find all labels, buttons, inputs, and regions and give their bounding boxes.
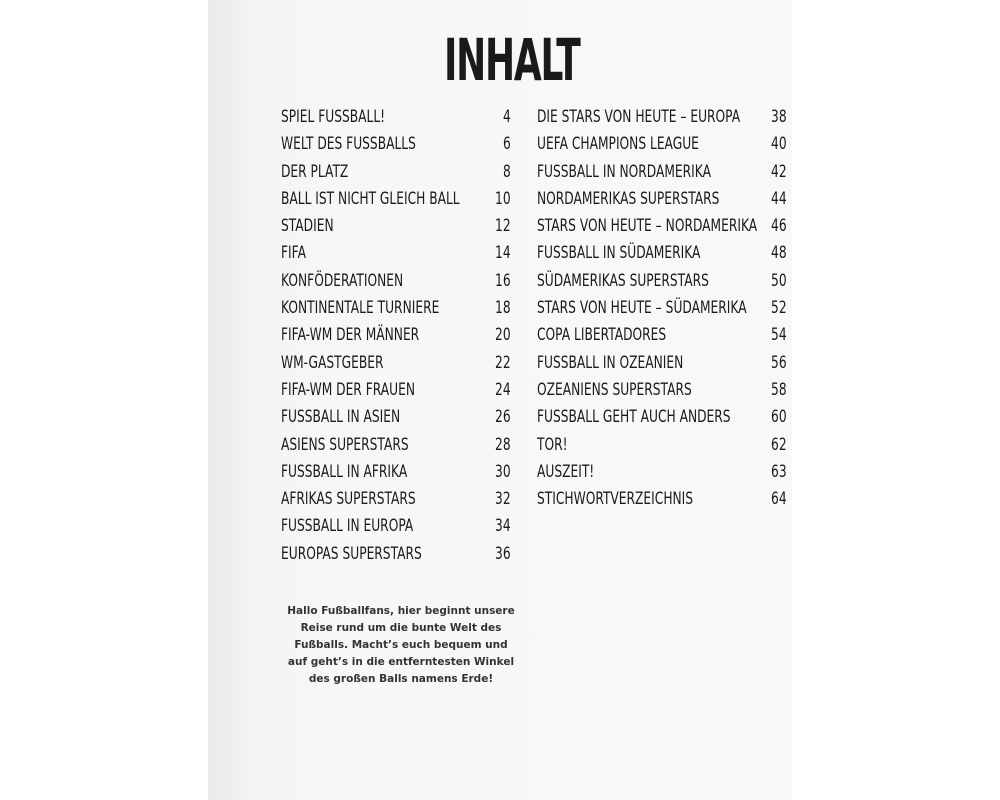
toc-entry (281, 268, 511, 295)
toc-entry-page-number: 16 (495, 270, 511, 291)
toc-entry-page-number: 8 (503, 161, 511, 182)
toc-entry-title: COPA LIBERTADORES (537, 325, 667, 346)
toc-entry (281, 104, 511, 131)
toc-entry (537, 486, 787, 513)
toc-entry (537, 350, 787, 377)
toc-entry (281, 295, 511, 322)
toc-entry (537, 404, 787, 431)
toc-entry (537, 104, 787, 131)
toc-entry (281, 513, 511, 540)
toc-entry-title: FIFA (281, 243, 306, 264)
toc-entry (281, 322, 511, 349)
toc-entry-page-number: 14 (495, 243, 511, 264)
toc-column-left (281, 104, 511, 568)
toc-entry-title: STADIEN (281, 216, 334, 237)
toc-entry-page-number: 10 (495, 188, 511, 209)
toc-entry-page-number: 62 (771, 434, 787, 455)
toc-entry-page-number: 58 (771, 379, 787, 400)
toc-entry-title: TOR! (537, 434, 568, 455)
toc-entry-title: ASIENS SUPERSTARS (281, 434, 409, 455)
toc-entry-title: SÜDAMERIKAS SUPERSTARS (537, 270, 709, 291)
toc-entry-page-number: 42 (771, 161, 787, 182)
toc-entry (281, 486, 511, 513)
toc-entry-page-number: 64 (771, 489, 787, 510)
toc-entry (281, 377, 511, 404)
toc-entry-page-number: 60 (771, 407, 787, 428)
toc-entry-page-number: 48 (771, 243, 787, 264)
toc-entry-page-number: 24 (495, 379, 511, 400)
toc-entry-title: WELT DES FUSSBALLS (281, 134, 416, 155)
toc-entry (537, 186, 787, 213)
toc-entry-page-number: 12 (495, 216, 511, 237)
toc-entry-page-number: 30 (495, 461, 511, 482)
toc-entry-title: FUSSBALL IN SÜDAMERIKA (537, 243, 701, 264)
toc-entry-title: FIFA-WM DER FRAUEN (281, 379, 415, 400)
toc-entry-title: KONFÖDERATIONEN (281, 270, 404, 291)
intro-text (286, 603, 516, 688)
toc-entry (537, 459, 787, 486)
toc-entry-page-number: 26 (495, 407, 511, 428)
toc-entry (281, 459, 511, 486)
toc-entry-title: EUROPAS SUPERSTARS (281, 543, 422, 564)
toc-entry (281, 159, 511, 186)
toc-entry (281, 131, 511, 158)
toc-entry (537, 159, 787, 186)
toc-entry-page-number: 18 (495, 298, 511, 319)
toc-entry-title: FUSSBALL IN NORDAMERIKA (537, 161, 711, 182)
toc-entry (537, 295, 787, 322)
toc-entry-title: BALL IST NICHT GLEICH BALL (281, 188, 460, 209)
toc-entry-page-number: 44 (771, 188, 787, 209)
toc-entry-title: FUSSBALL IN AFRIKA (281, 461, 408, 482)
toc-entry-title: FIFA-WM DER MÄNNER (281, 325, 420, 346)
toc-entry-title: STARS VON HEUTE – NORDAMERIKA (537, 216, 758, 237)
toc-entry-page-number: 50 (771, 270, 787, 291)
toc-entry-title: DIE STARS VON HEUTE – EUROPA (537, 107, 741, 127)
toc-entry-page-number: 32 (495, 489, 511, 510)
toc-entry-page-number: 20 (495, 325, 511, 346)
toc-entry-title: SPIEL FUSSBALL! (281, 107, 386, 127)
intro-line: Reise rund um die bunte Welt des (300, 622, 502, 634)
intro-line: Fußballs. Macht’s euch bequem und (294, 639, 508, 651)
toc-entry (537, 268, 787, 295)
toc-entry (537, 377, 787, 404)
toc-entry-title: FUSSBALL GEHT AUCH ANDERS (537, 407, 731, 428)
toc-entry-title: KONTINENTALE TURNIERE (281, 298, 440, 319)
toc-entry-page-number: 6 (503, 134, 511, 155)
toc-entry-page-number: 46 (771, 216, 787, 237)
toc-entry-title: AUSZEIT! (537, 461, 595, 482)
toc-entry (281, 186, 511, 213)
toc-entry-page-number: 28 (495, 434, 511, 455)
toc-entry-page-number: 56 (771, 352, 787, 373)
toc-entry-page-number: 4 (503, 107, 511, 127)
toc-entry-title: AFRIKAS SUPERSTARS (281, 489, 416, 510)
toc-entry (537, 240, 787, 267)
toc-entry-page-number: 34 (495, 516, 511, 537)
intro-line: Hallo Fußballfans, hier beginnt unsere (287, 605, 515, 617)
intro-line: des großen Balls namens Erde! (308, 673, 494, 685)
toc-entry (281, 240, 511, 267)
book-page (208, 0, 792, 800)
toc-entry (537, 131, 787, 158)
toc-entry (537, 432, 787, 459)
toc-column-right (537, 104, 787, 513)
toc-entry (537, 213, 787, 240)
toc-entry-page-number: 22 (495, 352, 511, 373)
toc-entry-title: STICHWORTVERZEICHNIS (537, 489, 694, 510)
intro-line: auf geht’s in die entferntesten Winkel (287, 656, 515, 668)
toc-entry-title: UEFA CHAMPIONS LEAGUE (537, 134, 699, 155)
toc-entry-title: FUSSBALL IN EUROPA (281, 516, 414, 537)
toc-entry (537, 322, 787, 349)
toc-entry-title: FUSSBALL IN OZEANIEN (537, 352, 684, 373)
toc-entry-title: STARS VON HEUTE – SÜDAMERIKA (537, 298, 747, 319)
toc-entry-title: FUSSBALL IN ASIEN (281, 407, 401, 428)
toc-entry-page-number: 40 (771, 134, 787, 155)
toc-entry (281, 404, 511, 431)
toc-entry (281, 541, 511, 568)
toc-entry (281, 432, 511, 459)
toc-entry (281, 350, 511, 377)
toc-entry-title: NORDAMERIKAS SUPERSTARS (537, 188, 720, 209)
toc-entry-page-number: 52 (771, 298, 787, 319)
toc-entry-title: WM-GASTGEBER (281, 352, 384, 373)
toc-entry-page-number: 54 (771, 325, 787, 346)
toc-entry-page-number: 63 (771, 461, 787, 482)
toc-entry-title: DER PLATZ (281, 161, 349, 182)
toc-entry-page-number: 36 (495, 543, 511, 564)
toc-entry (281, 213, 511, 240)
toc-entry-page-number: 38 (771, 107, 787, 127)
page-title: INHALT (444, 26, 580, 94)
toc-entry-title: OZEANIENS SUPERSTARS (537, 379, 692, 400)
